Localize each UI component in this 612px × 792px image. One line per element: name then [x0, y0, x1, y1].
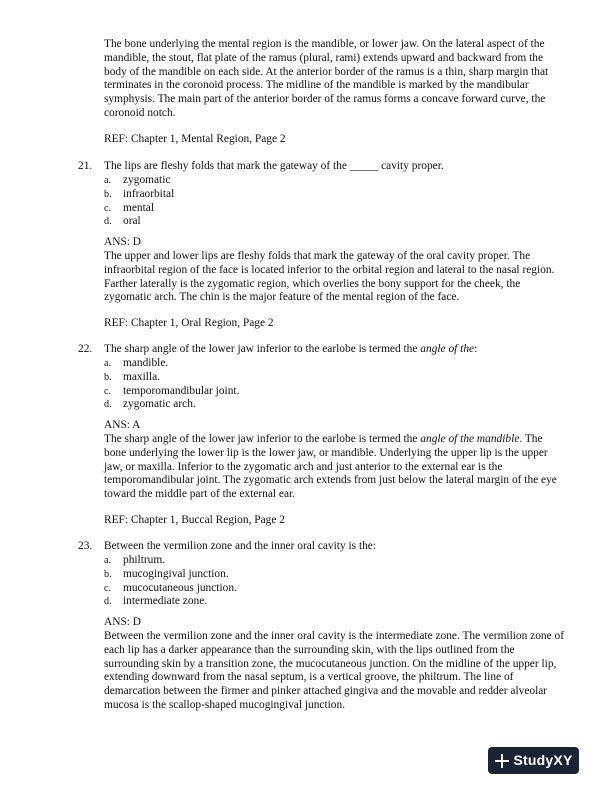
answer-23: ANS: D [104, 616, 142, 628]
intro-ref: REF: Chapter 1, Mental Region, Page 2 [104, 133, 286, 145]
choice-letter: a. [104, 555, 112, 566]
choice-d [104, 595, 404, 609]
ref-21: REF: Chapter 1, Oral Region, Page 2 [104, 317, 274, 329]
question-number: 21. [78, 160, 93, 172]
choice-b [104, 568, 404, 582]
choice-c [104, 385, 404, 399]
answer-22: ANS: A [104, 419, 141, 431]
choice-a [104, 174, 404, 188]
choice-letter: b. [104, 371, 112, 383]
choice-letter: d. [104, 399, 112, 411]
ref-22: REF: Chapter 1, Buccal Region, Page 2 [104, 514, 285, 526]
choice-letter: a. [104, 175, 112, 186]
explanation-text: The sharp angle of the lower jaw inferior to the earlobe is termed the [104, 433, 421, 445]
choice-letter: a. [104, 358, 112, 369]
stem-italic: angle of the [420, 343, 475, 355]
explanation-text-end: . The bone underlying the lower lip is the lower jaw, or mandible. Underlying the upper lip is the upper jaw, or maxilla. Inferior to the zygomatic arch and just anterior to the external ear is the temporomandibular joint. The zygomatic arch extends from just below the lateral margin of the eye toward the middle part of the external ear. [104, 433, 557, 501]
choice-c [104, 582, 404, 596]
explanation-21: The upper and lower lips are fleshy folds that mark the gateway of the oral cavity proper. The infraorbital region of the face is located inferior to the orbital region and lateral to the nasal region. Farther laterally is the zygomatic region, which overlies the bony support for the cheek, the zygomatic arch. The chin is the major feature of the mental region of the face. [104, 250, 555, 304]
question-stem [104, 343, 564, 357]
studyxy-logo[interactable] [488, 747, 579, 774]
question-23-choices [104, 554, 404, 609]
question-21-choices [104, 174, 404, 229]
choice-letter: b. [104, 568, 112, 580]
choice-d [104, 215, 404, 229]
choice-text: mucogingival junction. [123, 567, 229, 580]
logo-text: StudyXY [513, 751, 573, 768]
choice-c [104, 202, 404, 216]
choice-letter: c. [104, 202, 112, 214]
choice-text: maxilla. [123, 370, 161, 383]
choice-a [104, 357, 404, 371]
choice-text: mental [123, 201, 154, 214]
choice-letter: d. [104, 596, 112, 608]
choice-text: infraorbital [123, 187, 175, 200]
choice-b [104, 188, 404, 202]
choice-text: intermediate zone. [123, 595, 208, 608]
question-stem: Between the vermilion zone and the inner oral cavity is the: [104, 540, 377, 552]
choice-b [104, 371, 404, 385]
choice-text: temporomandibular joint. [123, 384, 240, 397]
choice-text: oral [123, 215, 141, 228]
choice-text: zygomatic arch. [123, 398, 196, 411]
question-22-choices [104, 357, 404, 412]
choice-d [104, 398, 404, 412]
choice-text: mandible. [123, 357, 169, 369]
choice-a [104, 554, 404, 568]
choice-text: mucocutaneous junction. [123, 581, 237, 594]
choice-text: zygomatic [123, 174, 171, 186]
plus-icon [495, 754, 509, 768]
stem-text-end: : [474, 343, 478, 355]
question-number: 23. [78, 540, 93, 552]
choice-letter: d. [104, 216, 112, 228]
intro-paragraph: The bone underlying the mental region is the mandible, or lower jaw. On the lateral aspect of the mandible, the stout, flat plate of the ramus (plural, rami) extends upward and backward from the body of the mandible on each side. At the anterior border of the ramus is a thin, sharp margin that terminates in the coronoid process. The midline of the mandible is marked by the mandibular symphysis. The main part of the anterior border of the ramus forms a concave forward curve, the coronoid notch. [104, 38, 549, 119]
explanation-23: Between the vermilion zone and the inner oral cavity is the intermediate zone. The vermilion zone of each lip has a darker appearance than the surrounding skin, with the lips outlined from the surrounding skin by a transition zone, the mucocutaneous junction. On the midline of the upper lip, extending downward from the nasal septum, is a vertical groove, the philtrum. The line of demarcation between the firmer and pinker attached gingiva and the movable and redder alveolar mucosa is the scallop-shaped mucogingival junction. [104, 630, 564, 711]
explanation-italic: angle of the mandible [420, 433, 520, 445]
choice-text: philtrum. [123, 554, 166, 566]
question-stem: The lips are fleshy folds that mark the gateway of the _____ cavity proper. [104, 160, 444, 172]
question-number: 22. [78, 343, 93, 355]
choice-letter: c. [104, 582, 112, 594]
answer-21: ANS: D [104, 236, 142, 248]
choice-letter: c. [104, 385, 112, 397]
stem-text: The sharp angle of the lower jaw inferior to the earlobe is termed the [104, 343, 421, 355]
explanation-22 [104, 433, 564, 502]
choice-letter: b. [104, 188, 112, 200]
